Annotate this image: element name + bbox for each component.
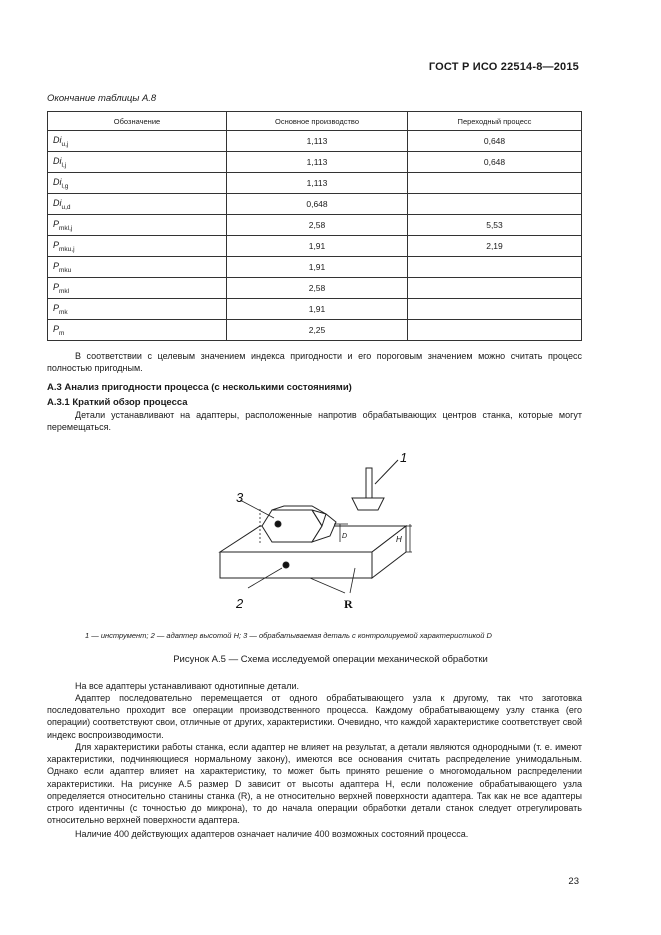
table-row	[48, 194, 582, 215]
table-caption: Окончание таблицы А.8	[47, 93, 157, 104]
symbol-cell: $P_{mku,j}$	[48, 236, 227, 257]
column-header: Основное производство	[227, 112, 408, 131]
data-table	[47, 111, 582, 341]
label-r: R	[344, 597, 353, 611]
paragraph: Для характеристики работы станка, если адаптер не влияет на результат, а детали являются однородными (т. е. имеют характеристики, подчиняющиеся нормальному закону), имеются все основания считать распределение унимодальным. Однако если адаптер влияет на характеристику, то может быть принято решение о многомодальном распределении характеристики. На рисунке А.5 размер D зависит от высоты адаптера H, если положение обрабатывающего узла определяется относительно станины станка (R), а не относительно верхней поверхности адаптера. Так как не все адаптеры строго идентичны (с точностью до микрона), то до начала операции обработки детали станок следует отрегулировать относительно верхней поверхности адаптера.	[47, 742, 582, 826]
document-header: ГОСТ Р ИСО 22514-8—2015	[428, 61, 579, 73]
paragraph: Детали устанавливают на адаптеры, расположенные напротив обрабатывающих центров станка, которые могут перемещаться.	[47, 410, 582, 433]
leader-r2	[310, 578, 345, 593]
label-1: 1	[400, 450, 408, 465]
workpiece-shape	[262, 506, 336, 542]
transition-process-cell: 2,19	[408, 236, 582, 257]
table-row	[48, 173, 582, 194]
transition-process-cell: 0,648	[408, 131, 582, 152]
tool-icon	[352, 460, 398, 510]
main-production-cell: 2,58	[227, 215, 408, 236]
symbol-cell: $P_{mkl}$	[48, 278, 227, 299]
label-3: 3	[236, 490, 244, 505]
column-header: Обозначение	[48, 112, 227, 131]
main-production-cell: 1,91	[227, 257, 408, 278]
figure-legend: 1 — инструмент; 2 — адаптер высотой H; 3 — обрабатываемая деталь с контролируемой характеристикой D	[85, 631, 492, 640]
table-row	[48, 257, 582, 278]
transition-process-cell	[408, 257, 582, 278]
paragraph: Наличие 400 действующих адаптеров означает наличие 400 возможных состояний процесса.	[75, 829, 469, 839]
main-production-cell: 1,91	[227, 236, 408, 257]
table-row	[48, 299, 582, 320]
main-production-cell: 0,648	[227, 194, 408, 215]
transition-process-cell	[408, 320, 582, 341]
column-header: Переходный процесс	[408, 112, 582, 131]
table-row	[48, 236, 582, 257]
paragraph: На все адаптеры устанавливают однотипные детали.	[75, 681, 300, 691]
table-header-row	[48, 112, 582, 131]
table-row	[48, 278, 582, 299]
main-production-cell: 1,113	[227, 131, 408, 152]
main-production-cell: 2,58	[227, 278, 408, 299]
table-row	[48, 152, 582, 173]
symbol-cell: $P_m$	[48, 320, 227, 341]
page-number: 23	[568, 876, 579, 887]
transition-process-cell	[408, 278, 582, 299]
transition-process-cell	[408, 173, 582, 194]
transition-process-cell: 0,648	[408, 152, 582, 173]
main-production-cell: 1,113	[227, 152, 408, 173]
table-body	[48, 131, 582, 341]
figure-a5	[200, 448, 440, 618]
figure-caption: Рисунок А.5 — Схема исследуемой операции механической обработки	[173, 654, 488, 665]
subsection-heading: А.3.1 Краткий обзор процесса	[47, 397, 188, 408]
label-h: H	[396, 535, 402, 544]
table-row	[48, 131, 582, 152]
transition-process-cell	[408, 194, 582, 215]
main-production-cell: 2,25	[227, 320, 408, 341]
symbol-cell: $P_{mkl,j}$	[48, 215, 227, 236]
paragraph: В соответствии с целевым значением индекса пригодности и его пороговым значением можно считать процесс полностью пригодным.	[47, 351, 582, 374]
main-production-cell: 1,113	[227, 173, 408, 194]
main-production-cell: 1,91	[227, 299, 408, 320]
section-heading: А.3 Анализ пригодности процесса (с несколькими состояниями)	[47, 382, 352, 393]
paragraph: Адаптер последовательно перемещается от одного обрабатывающего узла к другому, так что заготовка последовательно проходит все операции производственного процесса. Каждому обрабатывающему узлу станка (его операции) соответствуют свои, отличные от других, характеристики. Очевидно, что каждой характеристике соответствует свой индекс воспроизводимости.	[47, 693, 582, 740]
symbol-cell: $P_{mk}$	[48, 299, 227, 320]
table-row	[48, 320, 582, 341]
label-2: 2	[236, 596, 244, 611]
transition-process-cell: 5,53	[408, 215, 582, 236]
table-row	[48, 215, 582, 236]
symbol-cell: $Di_{l,j}$	[48, 152, 227, 173]
symbol-cell: $Di_{l,g}$	[48, 173, 227, 194]
symbol-cell: $Di_{u,d}$	[48, 194, 227, 215]
symbol-cell: $P_{mku}$	[48, 257, 227, 278]
label-d: D	[342, 533, 348, 540]
symbol-cell: $Di_{u,j}$	[48, 131, 227, 152]
transition-process-cell	[408, 299, 582, 320]
